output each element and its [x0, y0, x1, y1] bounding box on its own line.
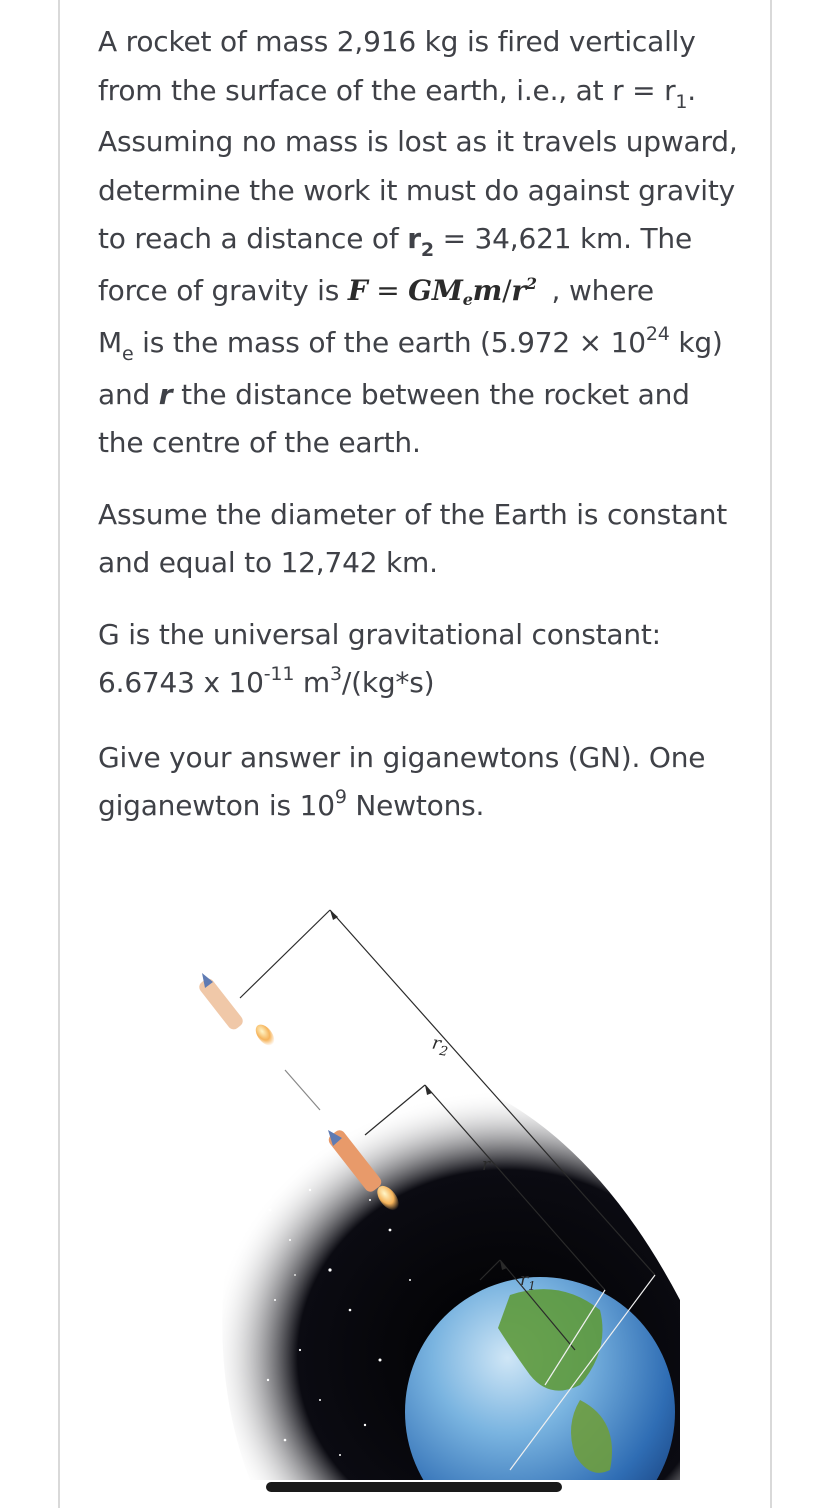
rocket-upper — [197, 973, 278, 1049]
formula-equals: = — [367, 273, 409, 307]
label-r1: $r_1$ — [520, 1270, 536, 1293]
formula-sup-2: 2 — [525, 273, 537, 293]
text: /(kg*s) — [341, 666, 435, 699]
line — [98, 491, 738, 540]
text: and equal to 12,742 km. — [98, 546, 438, 579]
line — [98, 18, 738, 67]
text: the centre of the earth. — [98, 426, 421, 459]
text: the distance between the rocket and — [172, 377, 690, 411]
problem-paragraph-3 — [98, 611, 738, 711]
variable-r2: r — [407, 222, 421, 255]
superscript: 24 — [645, 323, 670, 345]
formula-F: F — [347, 273, 368, 307]
subscript: e — [121, 343, 134, 365]
label-r2: $r_2$ — [430, 1032, 449, 1060]
line — [98, 539, 738, 588]
text: . — [687, 73, 696, 107]
line — [98, 215, 738, 267]
line — [98, 419, 738, 468]
line — [98, 371, 738, 420]
text: Newtons. — [346, 789, 485, 822]
text: kg) — [669, 326, 723, 359]
text: determine the work it must do against gravity — [98, 173, 736, 207]
line — [98, 659, 738, 711]
text: M — [98, 326, 122, 359]
rocket-earth-figure — [180, 880, 700, 1480]
superscript: 3 — [330, 663, 342, 685]
line — [98, 118, 738, 167]
line — [98, 67, 738, 119]
problem-text — [98, 18, 738, 857]
line — [98, 167, 738, 216]
variable-r: r — [158, 377, 173, 411]
formula-sub-e: e — [462, 289, 473, 309]
text: 6.6743 x 10 — [98, 666, 264, 699]
label-r: r — [482, 1155, 491, 1175]
home-indicator-bar[interactable] — [266, 1482, 562, 1492]
text: m — [294, 666, 330, 699]
text: = 34,621 km. The — [433, 222, 692, 255]
left-border — [58, 0, 60, 1508]
formula-slash: / — [502, 273, 512, 307]
line — [98, 782, 738, 834]
formula-GM: GM — [408, 273, 463, 307]
superscript: -11 — [263, 663, 295, 685]
subscript: 1 — [675, 90, 688, 113]
subscript: 2 — [420, 239, 434, 261]
problem-paragraph-2 — [98, 491, 738, 588]
text: and — [98, 377, 159, 411]
text: , where — [542, 273, 654, 307]
text: giganewton is 10 — [98, 789, 335, 822]
problem-paragraph-4 — [98, 734, 738, 834]
text: Assume the diameter of the Earth is constant — [98, 497, 728, 531]
line — [98, 611, 738, 660]
text: Give your answer in giganewtons (GN). One — [98, 740, 706, 774]
line — [98, 319, 738, 371]
gravity-formula — [348, 274, 537, 307]
text: to reach a distance of — [98, 222, 408, 255]
right-border — [770, 0, 772, 1508]
text: G is the universal gravitational constant: — [98, 617, 661, 651]
r2-extension-line — [240, 910, 330, 998]
line — [98, 267, 738, 320]
superscript: 9 — [334, 786, 347, 808]
text: from the surface of the earth, i.e., at r = r — [98, 73, 676, 107]
text: A rocket of mass 2,916 kg is fired vertically — [98, 25, 696, 58]
text: Assuming no mass is lost as it travels upward, — [98, 125, 738, 158]
line — [98, 734, 738, 783]
formula-m: m — [472, 273, 503, 307]
text: is the mass of the earth (5.972 × 10 — [133, 326, 646, 359]
text: force of gravity is — [98, 273, 348, 307]
problem-paragraph-1 — [98, 18, 738, 468]
formula-r: r — [511, 273, 526, 307]
